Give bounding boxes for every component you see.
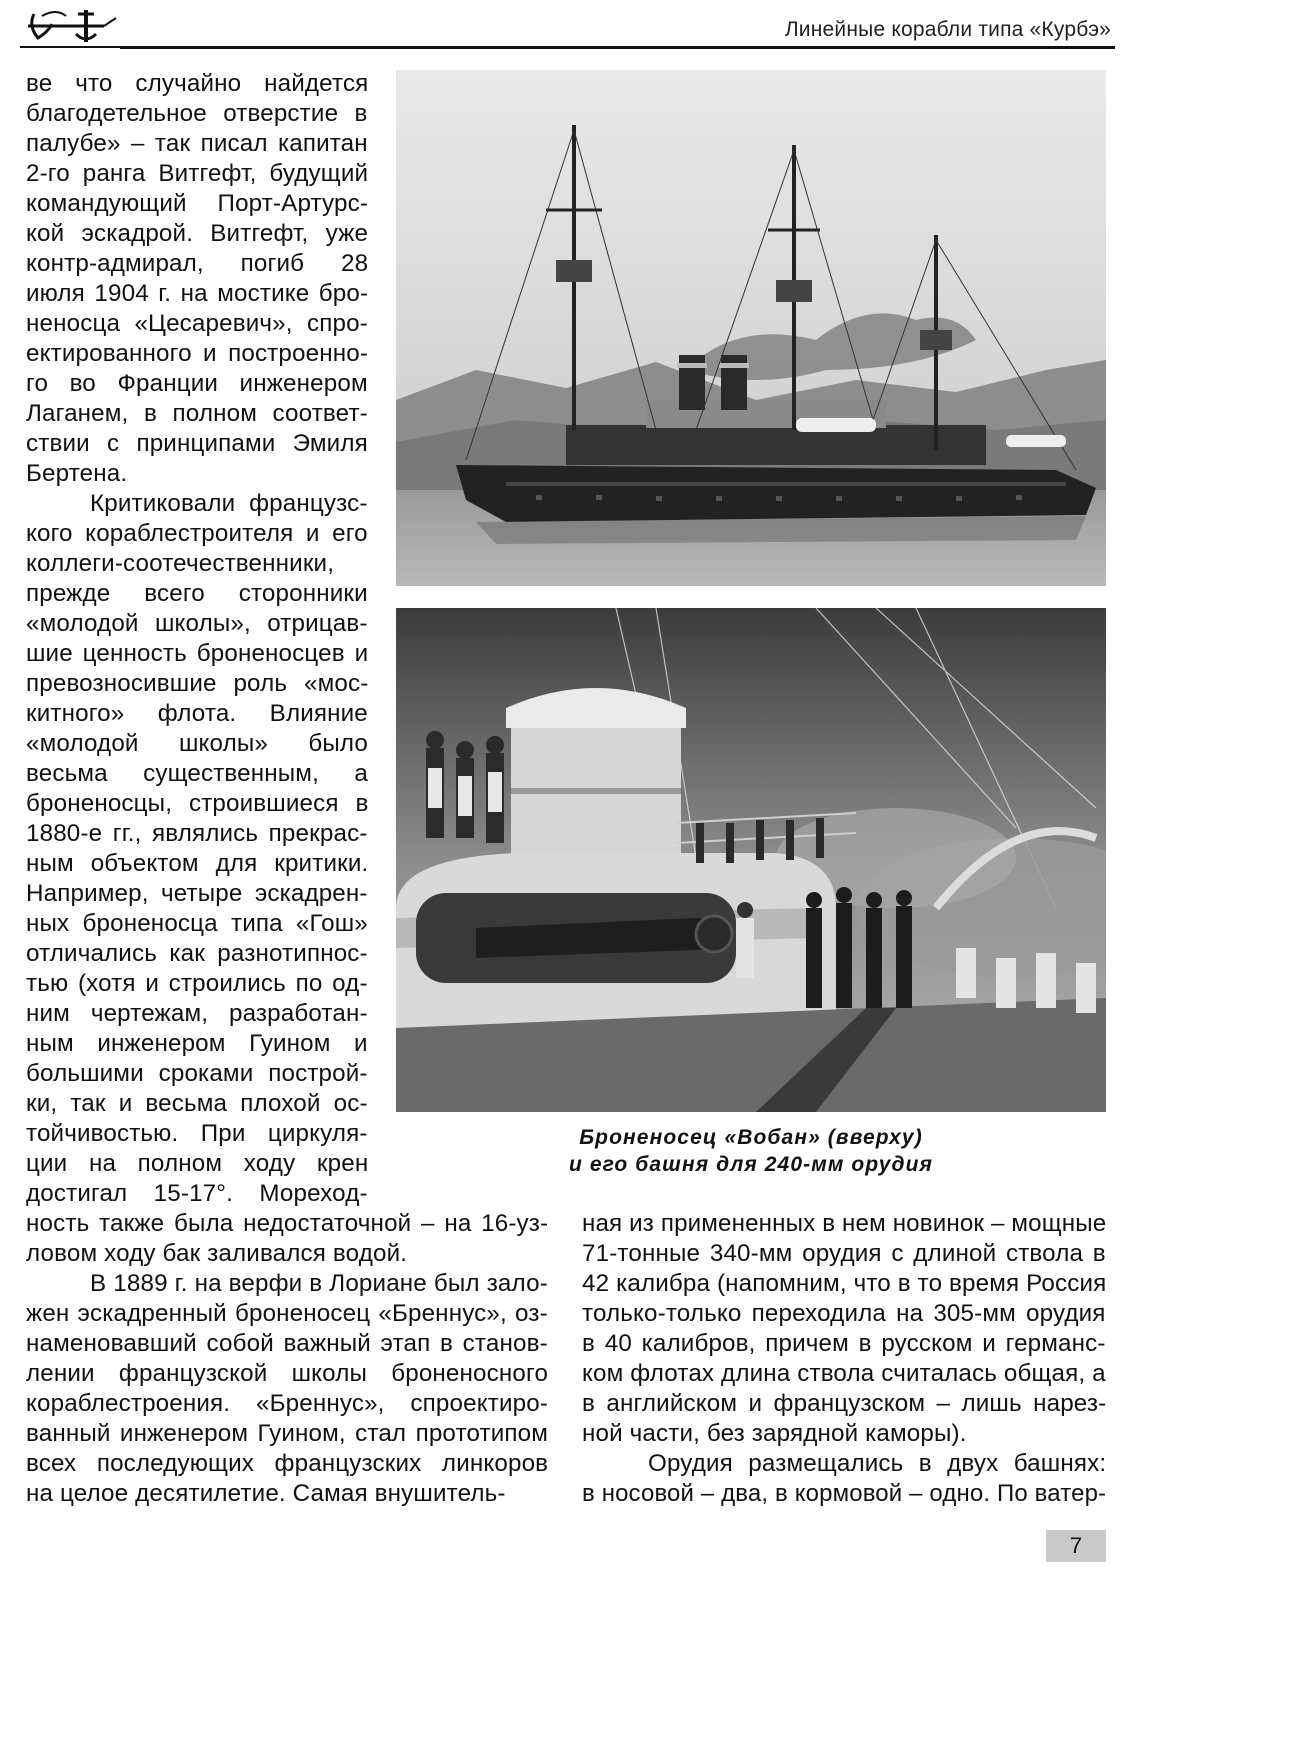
text-line: в английском и французском – лишь нарез- — [582, 1390, 1107, 1417]
text-line: кораблестроения. «Бреннус», спроектиро- — [26, 1390, 549, 1417]
text-line: неносца «Цесаревич», спро- — [26, 310, 368, 337]
text-line: ектированного и построенно- — [26, 340, 369, 367]
text-line: 42 калибра (напомним, что в то время Россия — [582, 1270, 1107, 1297]
text-line: в 40 калибров, причем в русском и германс- — [582, 1330, 1106, 1357]
text-line: всех последующих французских линкоров — [26, 1450, 549, 1477]
photo-caption-line1: Броненосец «Вобан» (вверху) — [579, 1126, 923, 1149]
text-line: ных броненосца типа «Гош» — [26, 910, 368, 937]
text-line: ловом ходу бак заливался водой. — [26, 1240, 408, 1267]
text-line: командующий Порт-Артурс- — [26, 190, 369, 217]
text-line: палубе» – так писал капитан — [26, 130, 368, 157]
text-line: го во Франции инженером — [26, 370, 368, 397]
text-line: Например, четыре эскадрен- — [26, 880, 368, 907]
text-line: ве что случайно найдется — [26, 70, 369, 97]
text-line: «молодой школы», отрицав- — [26, 610, 368, 637]
text-line: весьма существенным, а — [26, 760, 368, 787]
text-line: ком флотах длина ствола считалась общая, а — [582, 1360, 1106, 1387]
text-line: ность также была недостаточной – на 16-уз- — [26, 1210, 549, 1237]
text-line: ная из примененных в нем новинок – мощные — [582, 1210, 1107, 1237]
text-line: наменовавший собой важный этап в станов- — [26, 1330, 548, 1357]
text-line: отличались как разнотипнос- — [26, 940, 368, 967]
paragraph-first-line: Критиковали французс- — [90, 490, 368, 517]
text-line: «молодой школы» было — [26, 730, 369, 757]
paragraph-first-line: Орудия размещались в двух башнях: — [648, 1450, 1107, 1477]
text-line: тойчивостью. При циркуля- — [26, 1120, 368, 1147]
text-line: шие ценность броненосцев и — [26, 640, 369, 667]
page-number: 7 — [1069, 1533, 1083, 1558]
text-line: лении французской школы броненосного — [26, 1360, 549, 1387]
ship-vauban-photo — [396, 70, 1106, 586]
text-line: на целое десятилетие. Самая внушитель- — [26, 1480, 506, 1507]
text-line: Лаганем, в полном соответ- — [26, 400, 368, 427]
text-line: коллеги-соотечественники, — [26, 550, 335, 577]
header-rule-left — [20, 46, 120, 48]
text-line: кого кораблестроителя и его — [26, 520, 368, 547]
text-line: Бертена. — [26, 460, 128, 487]
text-line: 71-тонные 340-мм орудия с длиной ствола в — [582, 1240, 1106, 1267]
page-number-box — [1046, 1530, 1106, 1562]
text-line: ки, так и весьма плохой ос- — [26, 1090, 368, 1117]
text-line: 2-го ранга Витгефт, будущий — [26, 160, 369, 187]
text-line: ной части, без зарядной каморы). — [582, 1420, 967, 1447]
text-line: броненосцы, строившиеся в — [26, 790, 369, 817]
paragraph-first-line: В 1889 г. на верфи в Лориане был зало- — [90, 1270, 548, 1297]
anchor-logo-icon — [26, 4, 118, 44]
text-line: большими сроками построй- — [26, 1060, 368, 1087]
text-line: ванный инженером Гуином, стал прототипом — [26, 1420, 549, 1447]
text-line: достигал 15-17°. Мореход- — [26, 1180, 368, 1207]
text-line: китного» флота. Влияние — [26, 700, 368, 727]
text-line: кой эскадрой. Витгефт, уже — [26, 220, 369, 247]
text-line: ным объектом для критики. — [26, 850, 369, 877]
text-line: благодетельное отверстие в — [26, 100, 368, 127]
text-line: июля 1904 г. на мостике бро- — [26, 280, 369, 307]
text-line: ным инженером Гуином и — [26, 1030, 368, 1057]
text-line: ции на полном ходу крен — [26, 1150, 369, 1177]
text-line: превозносившие роль «мос- — [26, 670, 369, 697]
photo-caption-line2: и его башня для 240-мм орудия — [569, 1153, 933, 1176]
text-line: прежде всего сторонники — [26, 580, 368, 607]
header-rule — [120, 46, 1115, 49]
text-line: ствии с принципами Эмиля — [26, 430, 368, 457]
text-line: тью (хотя и строились по од- — [26, 970, 368, 997]
running-header-title: Линейные корабли типа «Курбэ» — [784, 18, 1111, 41]
text-line: ним чертежам, разработан- — [26, 1000, 368, 1027]
gun-turret-painting — [396, 608, 1106, 1112]
text-line: в носовой – два, в кормовой – одно. По ватер- — [582, 1480, 1107, 1507]
text-line: только-только переходила на 305-мм орудия — [582, 1300, 1106, 1327]
text-line: контр-адмирал, погиб 28 — [26, 250, 369, 277]
text-line: 1880-е гг., являлись прекрас- — [26, 820, 368, 847]
text-line: жен эскадренный броненосец «Бреннус», оз- — [26, 1300, 548, 1327]
